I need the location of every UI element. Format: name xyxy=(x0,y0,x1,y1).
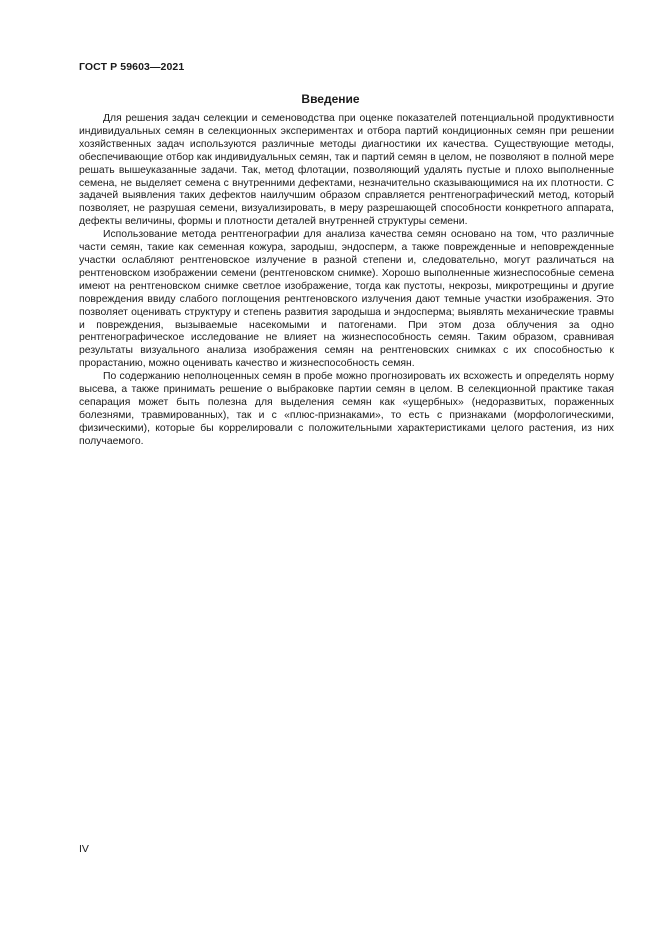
standard-designation: ГОСТ Р 59603—2021 xyxy=(79,61,185,73)
paragraph: По содержанию неполноценных семян в пробе можно прогнозировать их всхожесть и определять норму высева, а также принимать решение о выбраковке партии семян в целом. В селекционной практике такая сепарация может быть полезна для выделения семян как «ущербных» (недоразвитых, пораженных болезнями, травмированных), так и с «плюс-признаками», то есть с признаками (морфологическими, физическими), которые бы коррелировали с положительными характеристиками целого растения, из них получаемого. xyxy=(79,371,614,447)
paragraph: Для решения задач селекции и семеноводства при оценке показателей потенциальной продуктивности индивидуальных семян в селекционных экспериментах и отбора партий кондиционных семян при решении хозяйственных задач используются различные методы диагностики их качества. Существующие методы, обеспечивающие отбор как индивидуальных семян, так и партий семян в целом, не позволяют в полной мере решать вышеуказанные задачи. Так, метод флотации, позволяющий удалять пустые и плохо выполненные семена, не выделяет семена с внутренними дефектами, незначительно сказывающимися на их плотности. С задачей выявления таких дефектов наилучшим образом справляется рентгенографический метод, который позволяет, не разрушая семени, визуализировать, в меру разрешающей способности конкретного аппарата, дефекты величины, формы и плотности деталей внутренней структуры семени. xyxy=(79,113,614,228)
paragraph: Использование метода рентгенографии для анализа качества семян основано на том, что различные части семян, такие как семенная кожура, зародыш, эндосперм, а также поврежденные и неповрежденные участки ослабляют рентгеновское излучение в разной степени и, следовательно, могут различаться на рентгеновском изображении семени (рентгеновском снимке). Хорошо выполненные жизнеспособные семена имеют на рентгеновском снимке светлое изображение, тогда как пустоты, некрозы, микротрещины и другие повреждения ввиду слабого поглощения рентгеновского излучения дают темные участки изображения. Это позволяет оценивать структуру и степень развития зародыша и эндосперма; выявлять механические травмы и повреждения, вызываемые насекомыми и патогенами. При этом доза облучения за одно рентгенографическое исследование не влияет на жизнеспособность семян. Таким образом, сравнивая результаты визуального анализа изображения семян на рентгеновских снимках с их способностью к прорастанию, можно оценивать качество и жизнеспособность семян. xyxy=(79,229,614,370)
section-title: Введение xyxy=(301,92,360,106)
page-number: IV xyxy=(79,843,89,855)
body-text xyxy=(79,113,614,449)
